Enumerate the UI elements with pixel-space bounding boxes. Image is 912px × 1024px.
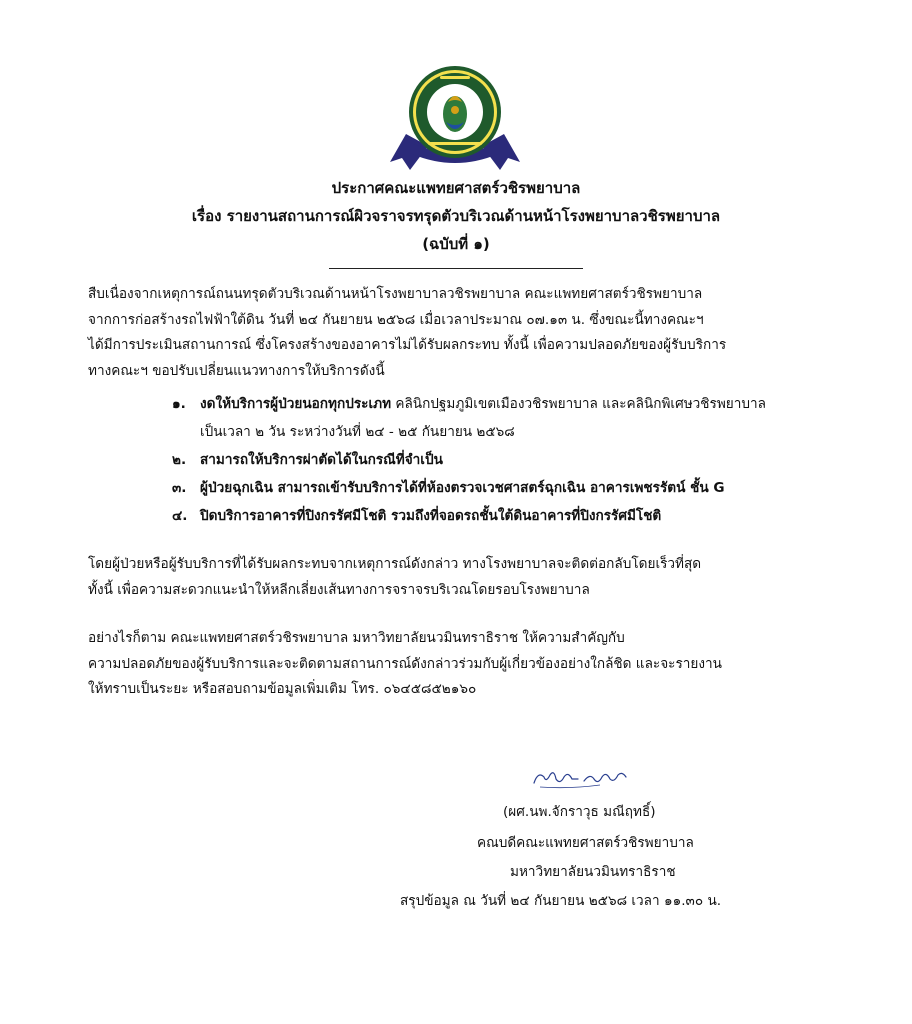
announcement-subject: เรื่อง รายงานสถานการณ์ผิวจราจรทรุดตัวบริเวณด้านหน้าโรงพยาบาลวชิรพยาบาล <box>191 207 721 225</box>
announcement-title: ประกาศคณะแพทยศาสตร์วชิรพยาบาล <box>331 179 581 197</box>
service-changes-list <box>172 390 832 530</box>
paragraph-line: ความปลอดภัยของผู้รับบริการและจะติดตามสถานการณ์ดังกล่าวร่วมกับผู้เกี่ยวข้องอย่างใกล้ชิด และจะรายงาน <box>88 655 722 672</box>
paragraph-line: ทางคณะฯ ขอปรับเปลี่ยนแนวทางการให้บริการดังนี้ <box>88 362 385 379</box>
paragraph-line: ทั้งนี้ เพื่อความสะดวกแนะนำให้หลีกเลี่ยงเส้นทางการจราจรบริเวณโดยรอบโรงพยาบาล <box>88 581 590 598</box>
item-text: คลินิกปฐมภูมิเขตเมืองวชิรพยาบาล และคลินิกพิเศษวชิรพยาบาล <box>391 396 766 412</box>
list-item <box>172 446 832 474</box>
contact-paragraph <box>88 626 828 703</box>
list-item <box>172 390 832 446</box>
paragraph-line: จากการก่อสร้างรถไฟฟ้าใต้ดิน วันที่ ๒๔ กันยายน ๒๕๖๘ เมื่อเวลาประมาณ ๐๗.๑๓ น. ซึ่งขณะนี้ทางคณะฯ <box>88 311 704 328</box>
paragraph-line: อย่างไรก็ตาม คณะแพทยศาสตร์วชิรพยาบาล มหาวิทยาลัยนวมินทราธิราช ให้ความสำคัญกับ <box>88 630 625 646</box>
signatory-position: คณบดีคณะแพทยศาสตร์วชิรพยาบาล <box>477 835 694 851</box>
item-bold-text: ผู้ป่วยฉุกเฉิน สามารถเข้ารับบริการได้ที่ห้องตรวจเวชศาสตร์ฉุกเฉิน อาคารเพชรรัตน์ ชั้น G <box>200 480 725 496</box>
faculty-seal-logo <box>388 62 522 170</box>
paragraph-line: สืบเนื่องจากเหตุการณ์ถนนทรุดตัวบริเวณด้านหน้าโรงพยาบาลวชิรพยาบาล คณะแพทยศาสตร์วชิรพยาบาล <box>88 286 703 302</box>
list-item <box>172 502 832 530</box>
signatory-name: (ผศ.นพ.จักราวุธ มณีฤทธิ์) <box>503 804 656 820</box>
affected-patients-paragraph <box>88 552 828 603</box>
paragraph-line: ให้ทราบเป็นระยะ หรือสอบถามข้อมูลเพิ่มเติม โทร. ๐๖๔๕๘๕๒๑๖๐ <box>88 681 477 697</box>
announcement-issue-number: (ฉบับที่ ๑) <box>422 235 490 253</box>
intro-paragraph <box>88 282 828 384</box>
item-bold-text: สามารถให้บริการผ่าตัดได้ในกรณีที่จำเป็น <box>200 452 443 468</box>
item-number: ๒. <box>172 452 187 468</box>
summary-timestamp: สรุปข้อมูล ณ วันที่ ๒๔ กันยายน ๒๕๖๘ เวลา ๑๑.๓๐ น. <box>400 893 722 909</box>
list-item <box>172 474 832 502</box>
item-bold-text: งดให้บริการผู้ป่วยนอกทุกประเภท <box>200 396 392 412</box>
item-continuation: เป็นเวลา ๒ วัน ระหว่างวันที่ ๒๔ - ๒๕ กันยายน ๒๕๖๘ <box>200 424 515 440</box>
handwritten-signature <box>530 765 640 791</box>
item-number: ๔. <box>172 508 188 524</box>
paragraph-line: โดยผู้ป่วยหรือผู้รับบริการที่ได้รับผลกระทบจากเหตุการณ์ดังกล่าว ทางโรงพยาบาลจะติดต่อกลับโดยเร็วที่สุด <box>88 556 702 572</box>
header-divider <box>329 268 583 269</box>
item-number: ๑. <box>172 396 186 412</box>
paragraph-line: ได้มีการประเมินสถานการณ์ ซึ่งโครงสร้างของอาคารไม่ได้รับผลกระทบ ทั้งนี้ เพื่อความปลอดภัยของผู้รับบริการ <box>88 337 727 353</box>
signatory-university: มหาวิทยาลัยนวมินทราธิราช <box>510 864 676 880</box>
item-bold-text: ปิดบริการอาคารที่ปิงกรรัศมีโชติ รวมถึงที่จอดรถชั้นใต้ดินอาคารที่ปิงกรรัศมีโชติ <box>200 508 662 524</box>
item-number: ๓. <box>172 480 187 496</box>
